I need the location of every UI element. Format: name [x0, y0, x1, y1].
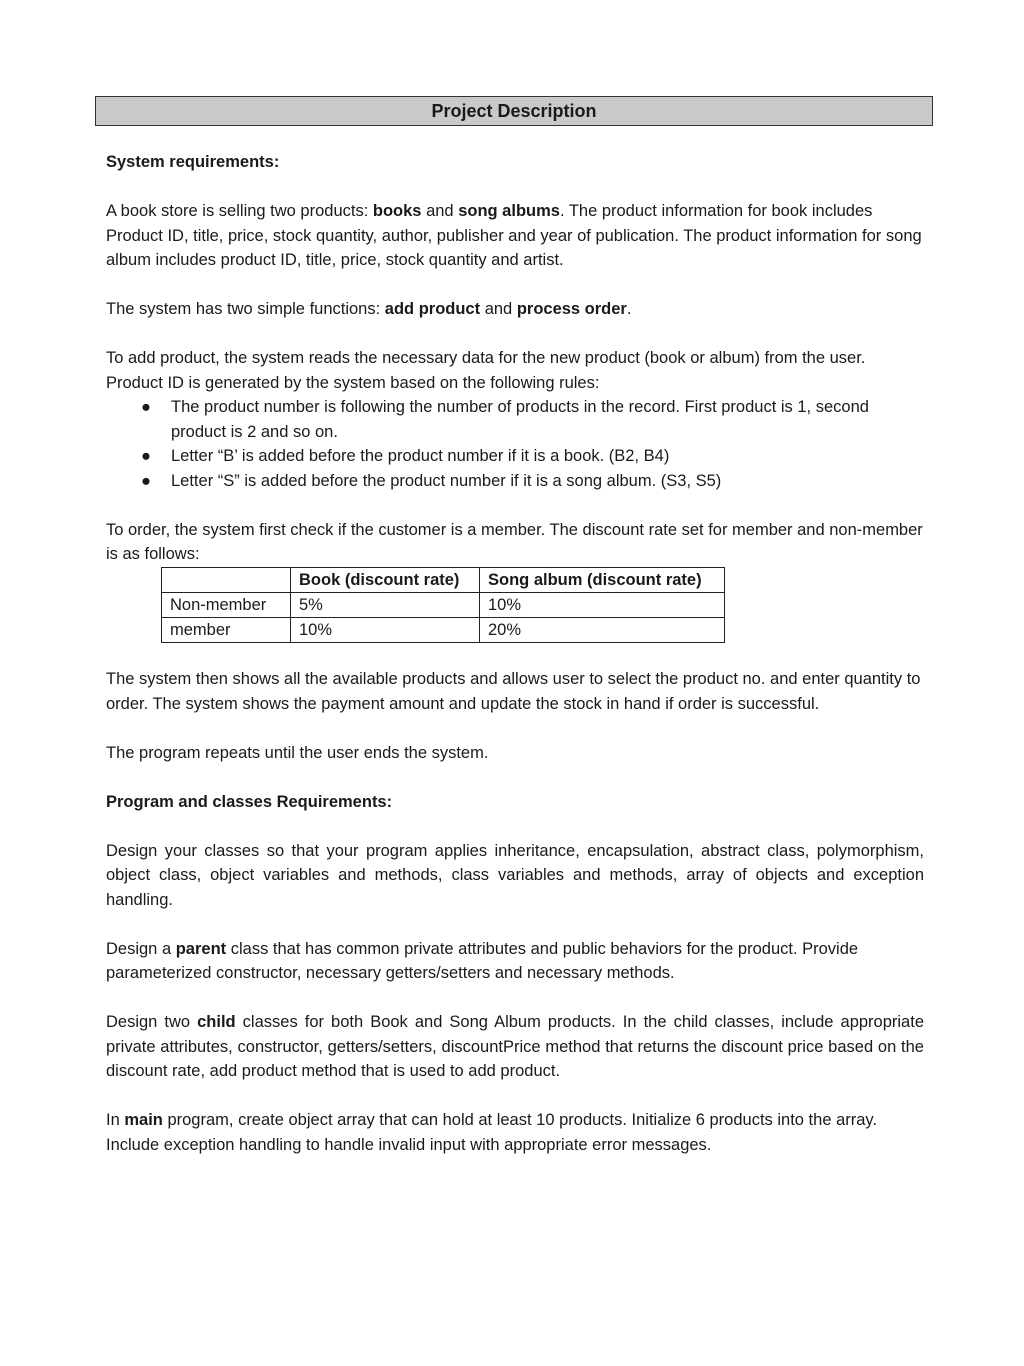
- program-requirements-heading: Program and classes Requirements:: [106, 792, 393, 811]
- discount-rate-table: [161, 567, 725, 643]
- bold-span: parent: [175, 939, 227, 958]
- table-header-cell: [162, 567, 291, 592]
- text-span: and: [421, 202, 459, 220]
- paragraph-repeat: The program repeats until the user ends the system.: [106, 743, 489, 762]
- paragraph-add-product: To add product, the system reads the necessary data for the new product (book or album) from the user. Product ID is generated by the system based on the following rules:: [106, 349, 866, 392]
- paragraph-functions: [106, 297, 924, 322]
- table-cell: 10%: [291, 617, 480, 642]
- bold-span: process order: [516, 300, 627, 318]
- system-requirements-heading: System requirements:: [106, 153, 280, 171]
- table-header-row: [162, 567, 725, 592]
- bold-span: main: [124, 1111, 163, 1129]
- bullet-icon: ●: [141, 447, 151, 465]
- table-cell: 20%: [480, 617, 725, 642]
- document-body: [106, 150, 924, 1157]
- table-cell: member: [162, 617, 291, 642]
- table-cell: 5%: [291, 592, 480, 617]
- table-header-cell: Song album (discount rate): [480, 567, 725, 592]
- text-span: .: [626, 300, 632, 318]
- table-header-cell: Book (discount rate): [291, 567, 480, 592]
- text-span: class that has common private attributes and public behaviors for the product. Provide parameterized constructor, necessary getters/setters and necessary methods.: [106, 939, 859, 982]
- paragraph-design-classes: Design your classes so that your program applies inheritance, encapsulation, abstract class, polymorphism, object class, object variables and methods, class variables and methods, array of objects and exception handling.: [106, 841, 924, 909]
- text-span: classes for both Book and Song Album products. In the child classes, include appropriate private attributes, constructor, getters/setters, discountPrice method that returns the discount price based on the discount rate, add product method that is used to add product.: [106, 1013, 924, 1080]
- text-span: Design two: [106, 1013, 198, 1031]
- paragraph-parent-class: [106, 937, 924, 986]
- bold-span: books: [372, 202, 422, 220]
- list-item: [141, 469, 924, 494]
- list-item-text: Letter “B’ is added before the product number if it is a book. (B2, B4): [171, 447, 670, 465]
- text-span: . The product information for book includes Product ID, title, price, stock quantity, author, publisher and year of publication. The product information for song album includes product ID, title, price, stock quantity and artist.: [106, 202, 922, 269]
- paragraph-show-products: The system then shows all the available products and allows user to select the product no. and enter quantity to order. The system shows the payment amount and update the stock in hand if order is successful.: [106, 670, 921, 713]
- text-span: The system has two simple functions:: [106, 300, 385, 318]
- list-item-text: The product number is following the number of products in the record. First product is 1, second product is 2 and so on.: [171, 398, 869, 441]
- text-span: Design a: [106, 939, 176, 958]
- bullet-icon: ●: [141, 398, 151, 416]
- table-row: [162, 617, 725, 642]
- product-id-rules-list: [106, 395, 924, 493]
- bold-span: add product: [384, 300, 481, 318]
- table-row: [162, 592, 725, 617]
- paragraph-products: [106, 199, 924, 273]
- list-item: [141, 395, 924, 444]
- text-span: A book store is selling two products:: [106, 202, 373, 220]
- page-title: [95, 96, 933, 126]
- bold-span: song albums: [458, 202, 560, 220]
- paragraph-main-program: [106, 1108, 924, 1157]
- table-cell: Non-member: [162, 592, 291, 617]
- table-cell: 10%: [480, 592, 725, 617]
- text-span: and: [480, 300, 517, 318]
- bold-span: child: [197, 1013, 236, 1031]
- list-item-text: Letter “S” is added before the product number if it is a song album. (S3, S5): [171, 471, 722, 490]
- list-item: [141, 444, 924, 469]
- text-span: In: [106, 1111, 125, 1129]
- text-span: program, create object array that can hold at least 10 products. Initialize 6 products into the array. Include exception handling to handle invalid input with appropriate error messages.: [106, 1111, 878, 1154]
- page-title-text: Project Description: [431, 100, 597, 121]
- bullet-icon: ●: [141, 471, 151, 490]
- paragraph-child-classes: [106, 1010, 924, 1084]
- paragraph-order: To order, the system first check if the customer is a member. The discount rate set for member and non-member is as follows:: [106, 520, 923, 563]
